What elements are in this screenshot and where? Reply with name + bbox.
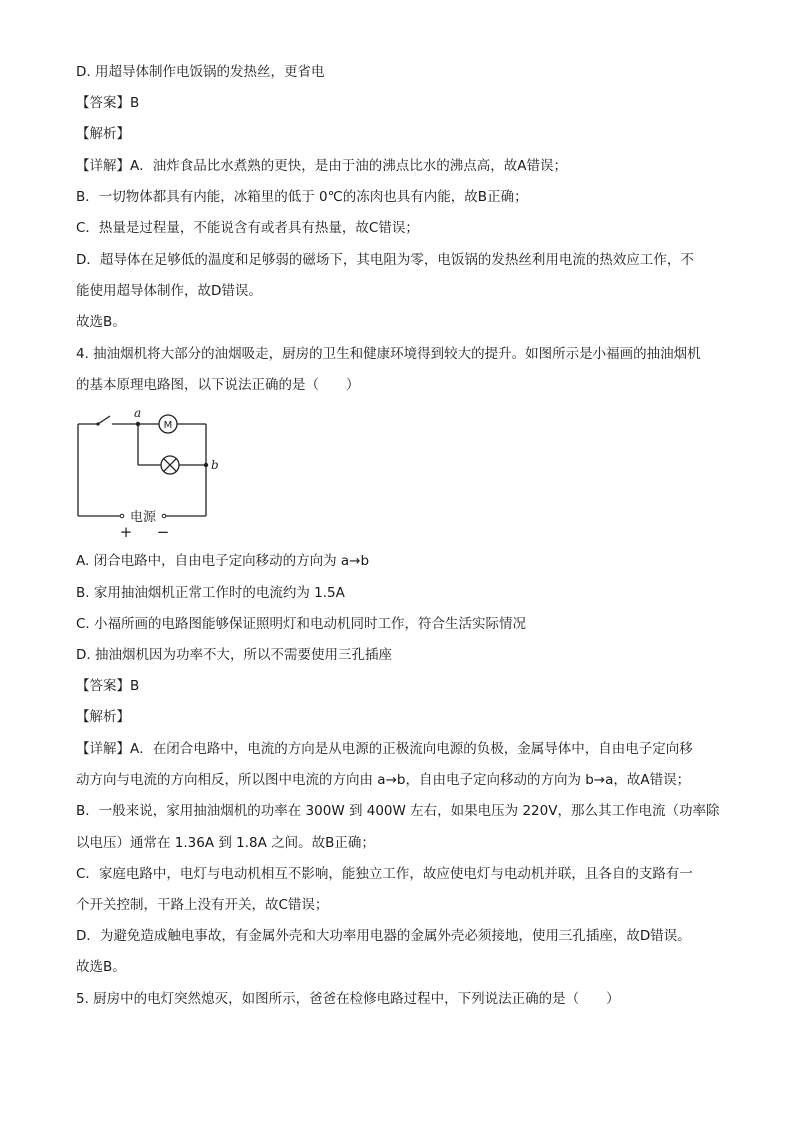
q3-answer: 【答案】B bbox=[76, 95, 140, 111]
switch-pivot bbox=[96, 422, 99, 425]
q3-detail-d-line2: 能使用超导体制作，故D错误。 bbox=[76, 283, 262, 299]
motor-label: M bbox=[163, 420, 173, 431]
q4-option-c: C. 小福所画的电路图能够保证照明灯和电动机同时工作，符合生活实际情况 bbox=[76, 616, 527, 632]
q4-option-d: D. 抽油烟机因为功率不大，所以不需要使用三孔插座 bbox=[76, 647, 392, 663]
q4-detail-d: D．为避免造成触电事故，有金属外壳和大功率用电器的金属外壳必须接地，使用三孔插座，故D错误。 bbox=[76, 928, 691, 944]
q4-option-a: A. 闭合电路中，自由电子定向移动的方向为 a→b bbox=[76, 553, 370, 569]
source-minus: − bbox=[156, 523, 170, 541]
source-terminal-pos bbox=[120, 514, 124, 518]
q4-analysis-heading: 【解析】 bbox=[76, 709, 130, 725]
source-plus: + bbox=[119, 523, 133, 541]
q3-option-d: D. 用超导体制作电饭锅的发热丝，更省电 bbox=[76, 64, 325, 80]
switch-blade bbox=[98, 416, 110, 424]
q4-option-b: B. 家用抽油烟机正常工作时的电流约为 1.5A bbox=[76, 585, 345, 601]
q4-detail-b-line2: 以电压）通常在 1.36A 到 1.8A 之间。故B正确； bbox=[76, 835, 375, 851]
source-label: 电源 bbox=[129, 510, 157, 525]
q3-detail-c: C．热量是过程量，不能说含有或者具有热量，故C错误； bbox=[76, 220, 419, 236]
q3-detail-d-line1: D．超导体在足够低的温度和足够弱的磁场下，其电阻为零，电饭锅的发热丝利用电流的热效应工作，不 bbox=[76, 252, 694, 268]
q3-detail-a: 【详解】A．油炸食品比水煮熟的更快，是由于油的沸点比水的沸点高，故A错误； bbox=[76, 158, 567, 174]
q4-detail-a-line2: 动方向与电流的方向相反，所以图中电流的方向由 a→b，自由电子定向移动的方向为 b→a，故A错误； bbox=[76, 772, 691, 788]
label-b: b bbox=[211, 458, 219, 472]
q4-stem-line1: 4. 抽油烟机将大部分的油烟吸走，厨房的卫生和健康环境得到较大的提升。如图所示是小福画的抽油烟机 bbox=[76, 346, 701, 362]
q3-conclusion: 故选B。 bbox=[76, 314, 126, 330]
q5-stem: 5. 厨房中的电灯突然熄灭，如图所示，爸爸在检修电路过程中，下列说法正确的是（ ） bbox=[76, 991, 620, 1007]
source-terminal-neg bbox=[162, 514, 166, 518]
node-a bbox=[136, 422, 140, 426]
q4-stem-line2: 的基本原理电路图，以下说法正确的是（ ） bbox=[76, 377, 360, 393]
q4-detail-b-line1: B．一般来说，家用抽油烟机的功率在 300W 到 400W 左右，如果电压为 220V，那么其工作电流（功率除 bbox=[76, 803, 720, 819]
circuit-diagram bbox=[70, 402, 230, 542]
label-a: a bbox=[134, 406, 142, 420]
q4-conclusion: 故选B。 bbox=[76, 959, 126, 975]
q4-detail-a-line1: 【详解】A．在闭合电路中，电流的方向是从电源的正极流向电源的负极，金属导体中，自由电子定向移 bbox=[76, 741, 693, 757]
node-b bbox=[204, 463, 208, 467]
q4-answer: 【答案】B bbox=[76, 678, 140, 694]
q4-detail-c-line2: 个开关控制，干路上没有开关，故C错误； bbox=[76, 897, 329, 913]
q4-detail-c-line1: C．家庭电路中，电灯与电动机相互不影响，能独立工作，故应使电灯与电动机并联，且各自的支路有一 bbox=[76, 866, 693, 882]
q3-detail-b: B．一切物体都具有内能，冰箱里的低于 0℃的冻肉也具有内能，故B正确； bbox=[76, 189, 528, 205]
q3-analysis-heading: 【解析】 bbox=[76, 126, 130, 142]
